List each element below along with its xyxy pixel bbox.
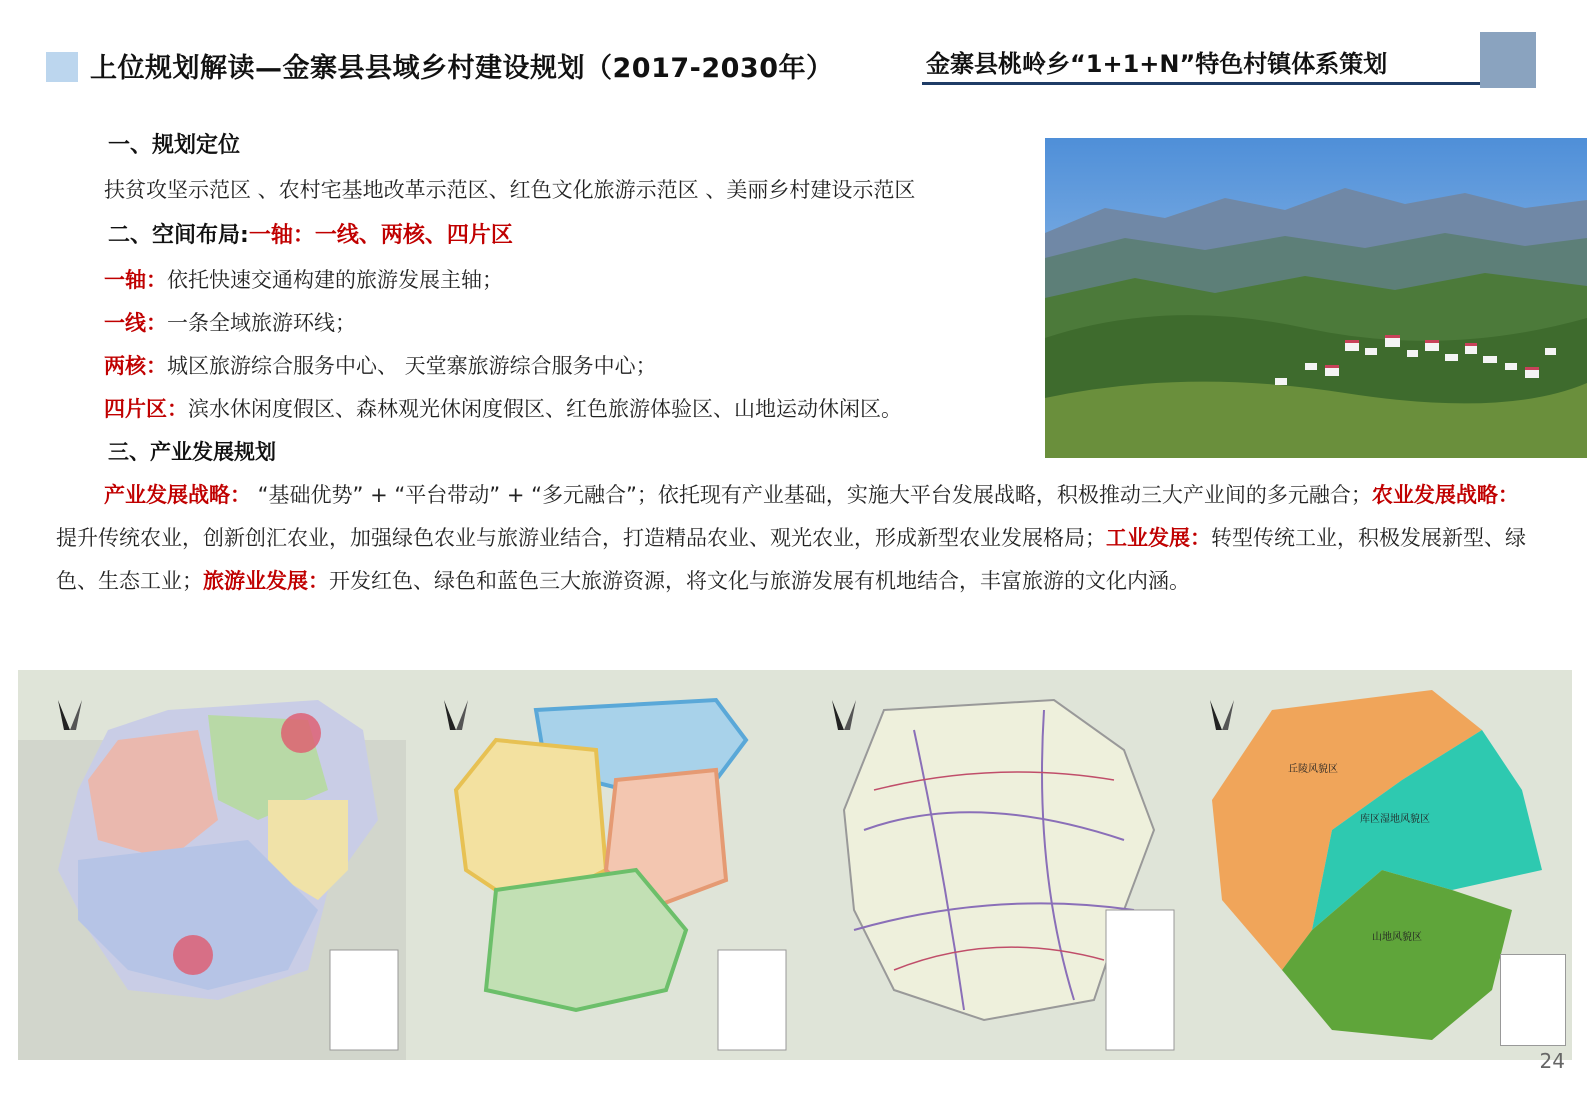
corner-accent-block <box>1480 32 1536 88</box>
layout-item <box>104 350 657 380</box>
layout-item-label: 一线： <box>104 311 167 335</box>
page-title: 上位规划解读—金寨县县域乡村建设规划（2017-2030年） <box>90 53 834 84</box>
map-road-network <box>794 670 1182 1060</box>
page-number: 24 <box>1539 1049 1565 1073</box>
map4-label-mountain: 山地风貌区 <box>1372 932 1422 943</box>
title-accent-square <box>46 52 78 82</box>
tourism-development-text: 开发红色、绿色和蓝色三大旅游资源，将文化与旅游发展有机地结合，丰富旅游的文化内涵。 <box>329 569 1190 593</box>
title-underline <box>922 82 1482 85</box>
layout-item-text: 一条全域旅游环线； <box>167 311 356 335</box>
map-industry-zones <box>406 670 794 1060</box>
section2-heading-label: 二、空间布局: <box>108 223 249 248</box>
project-title: 金寨县桃岭乡“1+1+N”特色村镇体系策划 <box>926 50 1388 78</box>
map4-label-wetland: 库区湿地风貌区 <box>1360 814 1430 825</box>
layout-item-label: 一轴： <box>104 268 167 292</box>
section2-heading-highlight: 一轴：一线、两核、四片区 <box>248 223 513 248</box>
layout-item-label: 四片区： <box>104 397 188 421</box>
map4-label-hills: 丘陵风貌区 <box>1288 764 1338 775</box>
layout-item-text: 滨水休闲度假区、森林观光休闲度假区、红色旅游体验区、山地运动休闲区。 <box>188 397 902 421</box>
agriculture-strategy-label: 农业发展战略： <box>1371 483 1519 507</box>
layout-item <box>104 307 356 337</box>
layout-item-text: 依托快速交通构建的旅游发展主轴； <box>167 268 503 292</box>
industrial-development-text: 转型传统工业，积极发展新型、绿色、生态工业； <box>56 526 1526 593</box>
industry-strategy-text: “基础优势” + “平台带动” + “多元融合”；依托现有产业基础，实施大平台发展战略，积极推动三大产业间的多元融合； <box>251 483 1372 507</box>
section1-text: 扶贫攻坚示范区 、农村宅基地改革示范区、红色文化旅游示范区 、美丽乡村建设示范区 <box>104 178 916 202</box>
layout-item-label: 两核： <box>104 354 167 378</box>
section1-heading: 一、规划定位 <box>108 133 241 158</box>
industrial-development-label: 工业发展： <box>1106 526 1211 550</box>
section2-heading <box>108 218 513 249</box>
layout-item <box>104 264 503 294</box>
landscape-photo <box>1045 138 1587 458</box>
map-spatial-layout <box>18 670 406 1060</box>
layout-item-text: 城区旅游综合服务中心、 天堂寨旅游综合服务中心； <box>167 354 657 378</box>
tourism-development-label: 旅游业发展： <box>203 569 329 593</box>
agriculture-strategy-text: 提升传统农业，创新创汇农业，加强绿色农业与旅游业结合，打造精品农业、观光农业，形成新型农业发展格局； <box>56 526 1106 550</box>
map-landscape-zones <box>1182 670 1572 1060</box>
industry-strategy-label: 产业发展战略： <box>104 483 251 507</box>
section3-heading: 三、产业发展规划 <box>108 440 276 464</box>
map4-legend <box>1500 954 1566 1046</box>
layout-item <box>104 393 902 423</box>
industry-paragraph <box>56 474 1536 603</box>
